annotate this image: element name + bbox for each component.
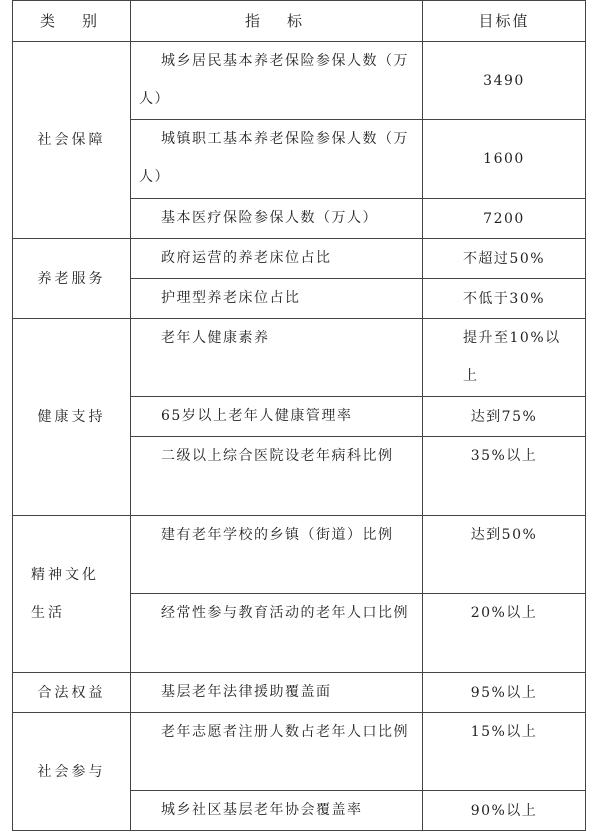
indicator-cell: 老年志愿者注册人数占老年人口比例 xyxy=(131,713,423,791)
table-row xyxy=(13,319,586,397)
header-row xyxy=(13,1,586,42)
category-cell: 合法权益 xyxy=(13,673,131,713)
target-cell: 20%以上 xyxy=(423,594,586,673)
target-cell: 90%以上 xyxy=(423,791,586,831)
indicator-cell: 城镇职工基本养老保险参保人数（万人） xyxy=(131,120,423,199)
header-target: 目标值 xyxy=(423,1,586,42)
header-category: 类 别 xyxy=(13,1,131,42)
indicator-cell: 建有老年学校的乡镇（街道）比例 xyxy=(131,516,423,594)
indicator-cell: 护理型养老床位占比 xyxy=(131,279,423,319)
category-cell: 社会保障 xyxy=(13,42,131,239)
indicator-cell: 65岁以上老年人健康管理率 xyxy=(131,397,423,437)
category-cell: 健康支持 xyxy=(13,319,131,516)
indicator-cell: 经常性参与教育活动的老年人口比例 xyxy=(131,594,423,673)
category-cell: 社会参与 xyxy=(13,713,131,831)
target-cell: 35%以上 xyxy=(423,437,586,516)
table-row xyxy=(13,673,586,713)
indicator-cell: 基层老年法律援助覆盖面 xyxy=(131,673,423,713)
target-cell: 不超过50% xyxy=(423,239,586,279)
target-cell: 1600 xyxy=(423,120,586,199)
table-row xyxy=(13,516,586,594)
target-cell: 达到75% xyxy=(423,397,586,437)
target-cell: 达到50% xyxy=(423,516,586,594)
target-cell: 15%以上 xyxy=(423,713,586,791)
indicator-cell: 城乡居民基本养老保险参保人数（万人） xyxy=(131,42,423,120)
target-cell: 提升至10%以上 xyxy=(423,319,586,397)
target-cell: 95%以上 xyxy=(423,673,586,713)
target-cell: 不低于30% xyxy=(423,279,586,319)
target-cell: 7200 xyxy=(423,199,586,239)
header-indicator: 指 标 xyxy=(131,1,423,42)
target-cell: 3490 xyxy=(423,42,586,120)
table-row xyxy=(13,42,586,120)
indicator-cell: 老年人健康素养 xyxy=(131,319,423,397)
indicator-cell: 政府运营的养老床位占比 xyxy=(131,239,423,279)
category-cell: 养老服务 xyxy=(13,239,131,319)
indicator-cell: 二级以上综合医院设老年病科比例 xyxy=(131,437,423,516)
category-cell: 精神文化生活 xyxy=(13,516,131,673)
indicator-cell: 基本医疗保险参保人数（万人） xyxy=(131,199,423,239)
indicator-table xyxy=(12,0,586,831)
table-row xyxy=(13,713,586,791)
indicator-cell: 城乡社区基层老年协会覆盖率 xyxy=(131,791,423,831)
table-row xyxy=(13,239,586,279)
